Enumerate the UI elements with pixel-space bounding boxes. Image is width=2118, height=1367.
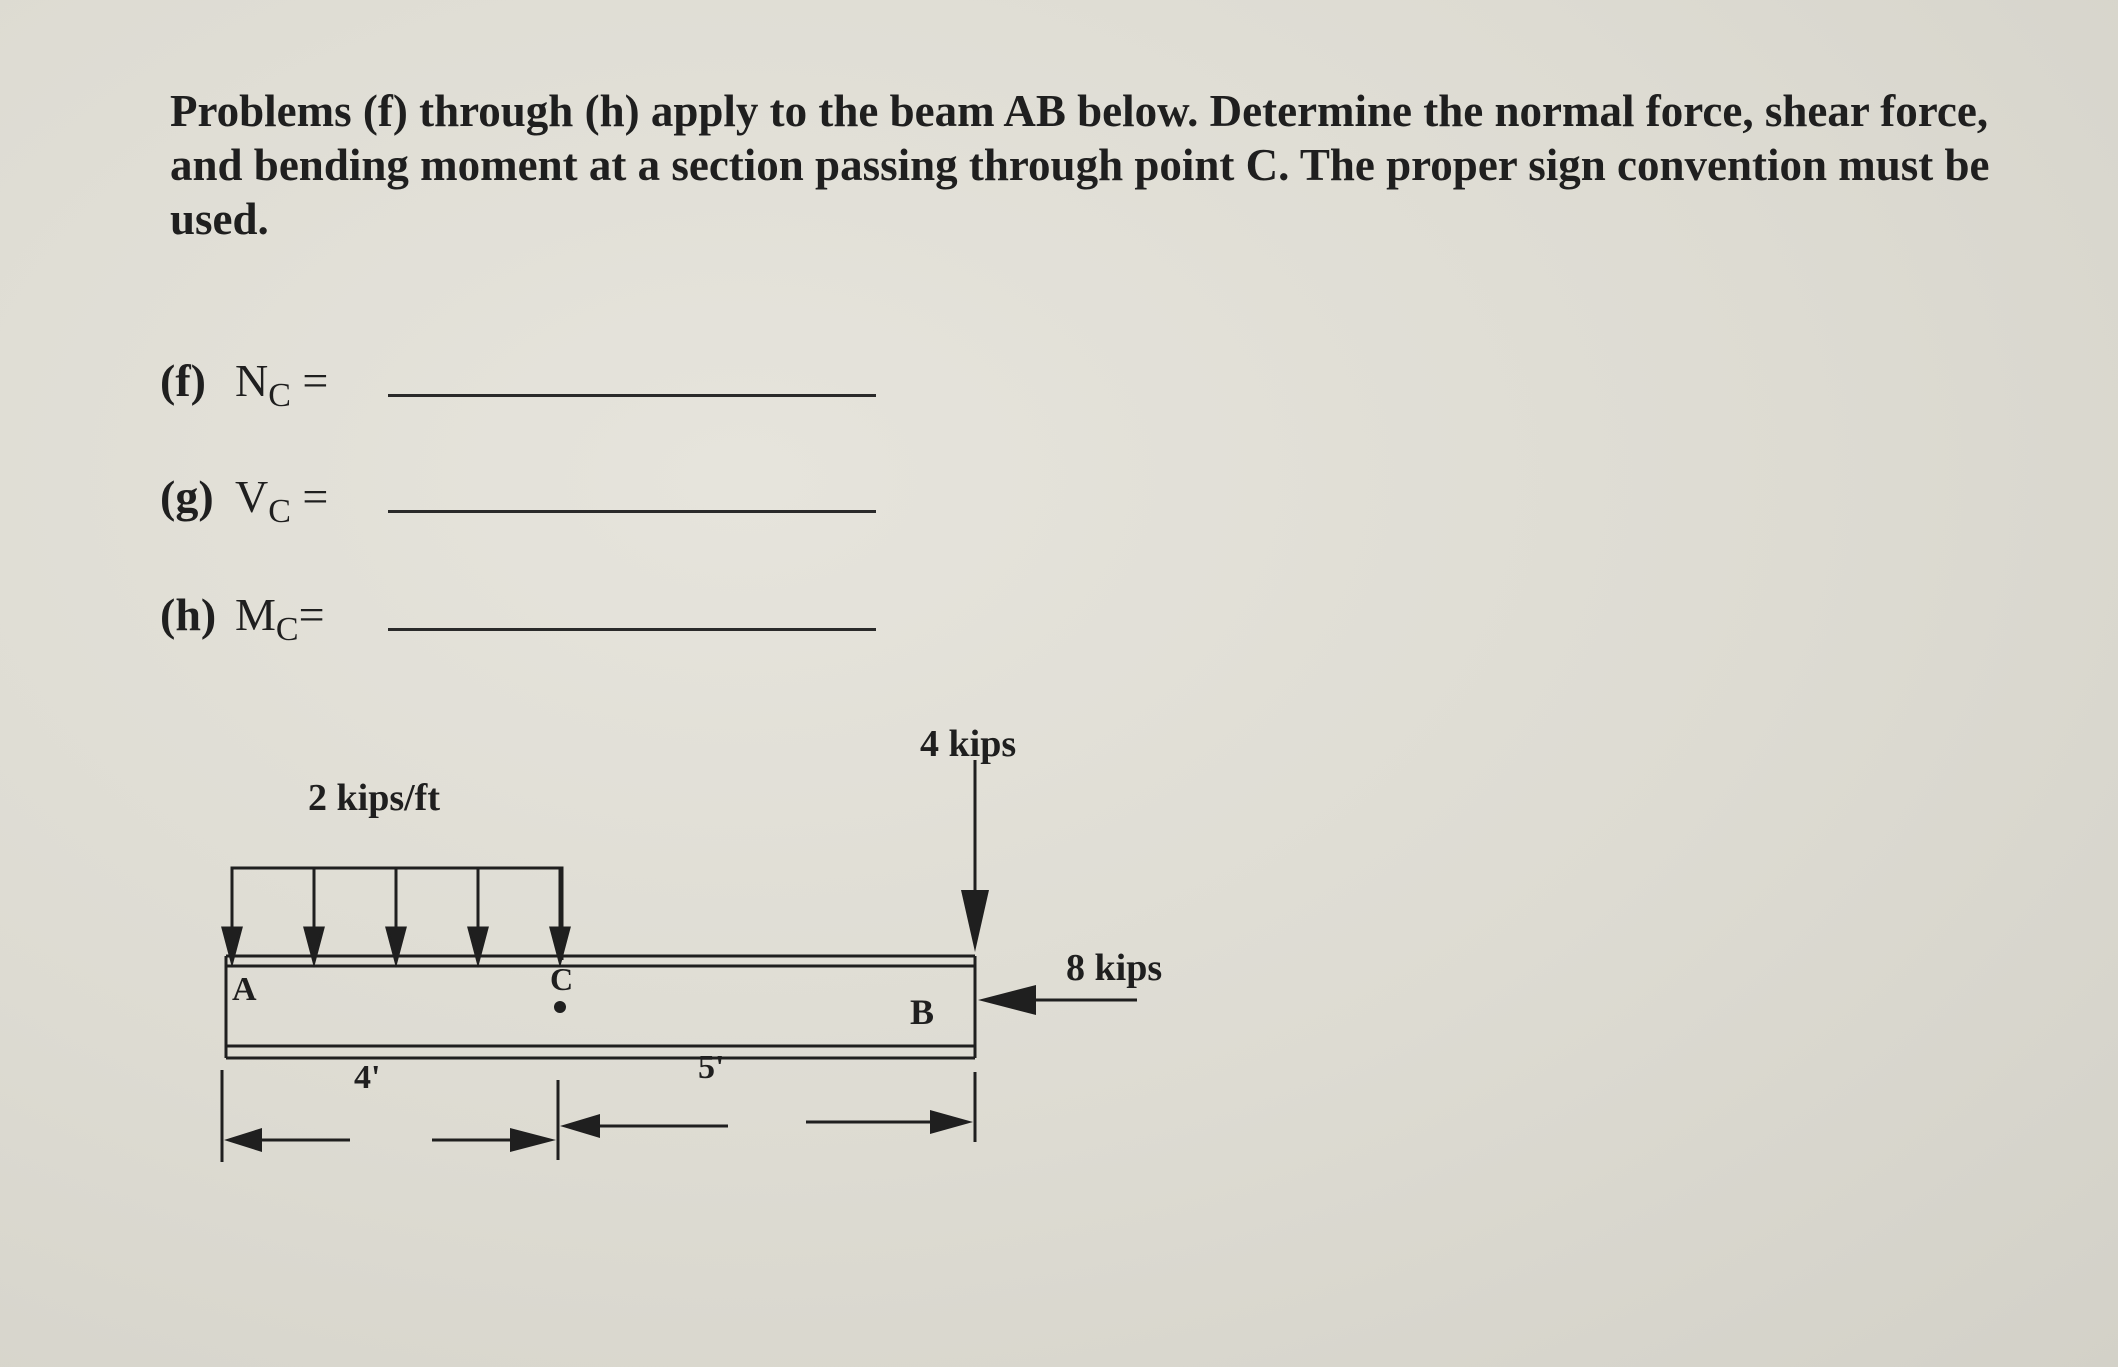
dimension-arrowheads <box>224 1110 973 1152</box>
problem-statement: Problems (f) through (h) apply to the beam AB below. Determine the normal force, shear force, and bending moment at a section passing through point C. The proper sign convention must be used. <box>170 86 1990 244</box>
point-load-horizontal <box>978 985 1137 1015</box>
answer-label-g: (g) <box>160 471 214 522</box>
dimension-cb-label: 5' <box>698 1049 725 1086</box>
point-b-label: B <box>910 992 935 1032</box>
load-arrow-5 <box>551 868 569 962</box>
answer-variable-f: $N_C$ = <box>235 355 329 414</box>
dimension-ac-label: 4' <box>354 1059 381 1096</box>
distributed-load-label: 2 kips/ft <box>308 777 440 819</box>
point-load-vertical <box>961 760 989 952</box>
point-a-label: A <box>232 971 257 1008</box>
answer-label-f: (f) <box>160 355 206 406</box>
beam <box>226 956 975 1058</box>
answer-variable-g: $V_C$ = <box>235 471 329 530</box>
distributed-load <box>223 868 569 962</box>
answer-variable-h: $M_C=$ <box>235 589 325 648</box>
point-load-vertical-label: 4 kips <box>920 723 1017 765</box>
load-arrow-1 <box>223 868 241 962</box>
point-c-label: C <box>550 961 574 997</box>
answer-label-h: (h) <box>160 589 217 640</box>
load-arrow-2 <box>305 868 323 962</box>
load-arrow-3 <box>387 868 405 962</box>
load-arrow-4 <box>469 868 487 962</box>
point-c-dot <box>554 1001 566 1013</box>
point-load-horizontal-label: 8 kips <box>1066 947 1163 989</box>
